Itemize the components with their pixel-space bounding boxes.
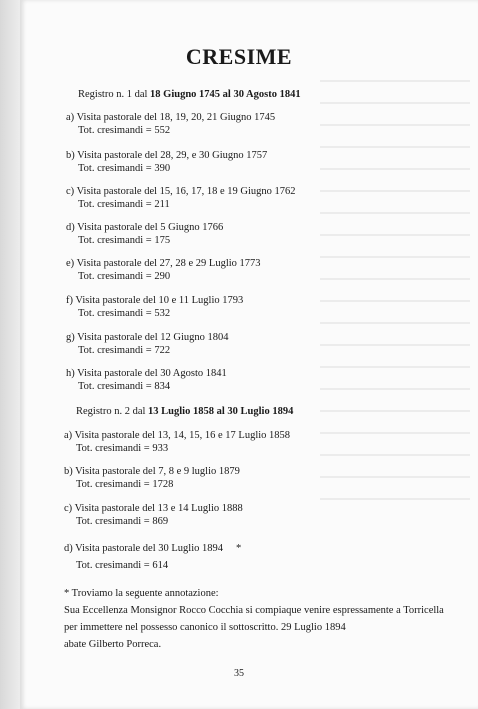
- visit-text: a) Visita pastorale del 13, 14, 15, 16 e 17 Luglio 1858: [64, 430, 291, 441]
- visit-total: Tot. cresimandi = 390: [78, 162, 171, 174]
- page-number: 35: [234, 668, 244, 679]
- visit-entry: [66, 332, 228, 357]
- visit-entry: [66, 368, 227, 393]
- visit-text: f) Visita pastorale del 10 e 11 Luglio 1793: [66, 295, 244, 306]
- visit-text: c) Visita pastorale del 15, 16, 17, 18 e 19 Giugno 1762: [66, 186, 296, 197]
- footnote-line: Sua Eccellenza Monsignor Rocco Cocchia si compiaque venire espressamente a Torricella: [64, 605, 444, 616]
- visit-total: Tot. cresimandi = 614: [76, 559, 169, 571]
- page-title: CRESIME: [185, 44, 293, 69]
- register-heading-1: [78, 88, 301, 101]
- visit-text: e) Visita pastorale del 27, 28 e 29 Luglio 1773: [66, 258, 261, 269]
- visit-text: d) Visita pastorale del 30 Luglio 1894: [64, 543, 223, 554]
- footnote: [64, 585, 444, 653]
- register-range: 18 Giugno 1745 al 30 Agosto 1841: [150, 89, 301, 100]
- visit-entry: [66, 150, 267, 175]
- visit-entry: [66, 258, 261, 283]
- visit-entry: [64, 543, 223, 572]
- book-spine: [0, 0, 20, 709]
- register-prefix: Registro n. 1 dal: [78, 89, 148, 100]
- register-heading-2: [76, 405, 293, 418]
- visit-total: Tot. cresimandi = 722: [78, 344, 171, 356]
- footnote-asterisk: *: [236, 543, 242, 554]
- visit-text: c) Visita pastorale del 13 e 14 Luglio 1888: [64, 503, 243, 514]
- bleed-through-text: [320, 60, 470, 520]
- visit-text: b) Visita pastorale del 28, 29, e 30 Giugno 1757: [66, 150, 268, 161]
- visit-entry: [66, 112, 275, 137]
- visit-total: Tot. cresimandi = 290: [78, 270, 171, 282]
- visit-total: Tot. cresimandi = 869: [76, 515, 169, 527]
- visit-text: h) Visita pastorale del 30 Agosto 1841: [66, 368, 227, 379]
- visit-total: Tot. cresimandi = 834: [78, 380, 171, 392]
- visit-entry: [66, 222, 223, 247]
- visit-entry: [64, 503, 243, 528]
- visit-total: Tot. cresimandi = 933: [76, 442, 169, 454]
- visit-text: a) Visita pastorale del 18, 19, 20, 21 Giugno 1745: [66, 112, 276, 123]
- visit-entry: [66, 186, 296, 211]
- visit-total: Tot. cresimandi = 211: [78, 198, 170, 210]
- visit-text: d) Visita pastorale del 5 Giugno 1766: [66, 222, 224, 233]
- visit-total: Tot. cresimandi = 552: [78, 124, 171, 136]
- visit-entry: [64, 430, 290, 455]
- visit-entry: [66, 295, 243, 320]
- footnote-line: per immettere nel possesso canonico il sottoscritto. 29 Luglio 1894: [64, 622, 346, 633]
- footnote-line: * Troviamo la seguente annotazione:: [64, 588, 219, 599]
- register-range: 13 Luglio 1858 al 30 Luglio 1894: [148, 406, 294, 417]
- visit-total: Tot. cresimandi = 532: [78, 307, 171, 319]
- visit-entry: [64, 466, 240, 491]
- visit-total: Tot. cresimandi = 175: [78, 234, 171, 246]
- visit-total: Tot. cresimandi = 1728: [76, 478, 174, 490]
- visit-text: b) Visita pastorale del 7, 8 e 9 luglio 1879: [64, 466, 240, 477]
- register-prefix: Registro n. 2 dal: [76, 406, 146, 417]
- footnote-line: abate Gilberto Porreca.: [64, 639, 162, 650]
- visit-text: g) Visita pastorale del 12 Giugno 1804: [66, 332, 229, 343]
